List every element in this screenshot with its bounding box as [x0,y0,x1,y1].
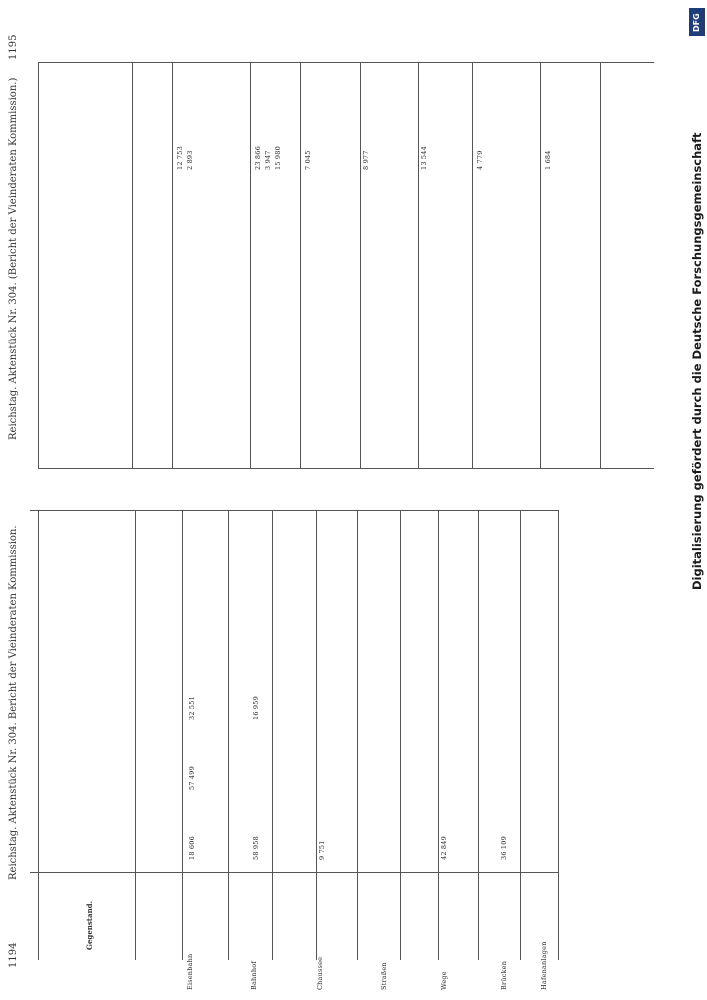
row-label: Eisenbahn [186,953,194,990]
table-cell: 12 753 [176,146,184,170]
watermark-text: Digitalisierung gefördert durch die Deutsche Forschungsgemeinschaft [690,132,704,590]
table-cell: 36 109 [500,836,508,860]
right-running-head: Reichstag. Aktenstück Nr. 304. (Bericht der Vieinderaten Kommission.) [8,77,19,440]
row-label: Hafenanlagen [540,941,548,990]
left-column-header: Gegenstand. [85,901,94,950]
row-label: Straßen [380,962,388,990]
table-cell: 7 045 [304,150,312,170]
table-cell: 23 866 [254,146,262,170]
table-cell: 58 958 [252,836,260,860]
table-cell: 18 606 [188,836,196,860]
left-running-head: Reichstag. Aktenstück Nr. 304. Bericht der Vieinderaten Kommission. [8,525,19,880]
table-cell: 4 779 [476,150,484,170]
row-label: Brücken [500,960,508,990]
row-label: Chaussee [316,956,324,990]
table-cell: 9 751 [318,840,326,860]
right-page-number: 1195 [8,34,19,60]
row-label: Bahnhof [250,961,258,990]
table-cell: 15 980 [274,146,282,170]
table-cell: 32 551 [188,696,196,720]
table-cell: 13 544 [420,146,428,170]
table-cell: 2 893 [186,150,194,170]
left-page-number: 1194 [8,942,19,968]
table-cell: 8 977 [362,150,370,170]
row-label: Wege [440,971,448,990]
table-cell: 16 959 [252,696,260,720]
dfg-logo: DFG [689,8,705,36]
table-cell: 1 684 [544,150,552,170]
table-cell: 3 947 [264,150,272,170]
table-cell: 57 499 [188,766,196,790]
table-cell: 42 849 [440,836,448,860]
